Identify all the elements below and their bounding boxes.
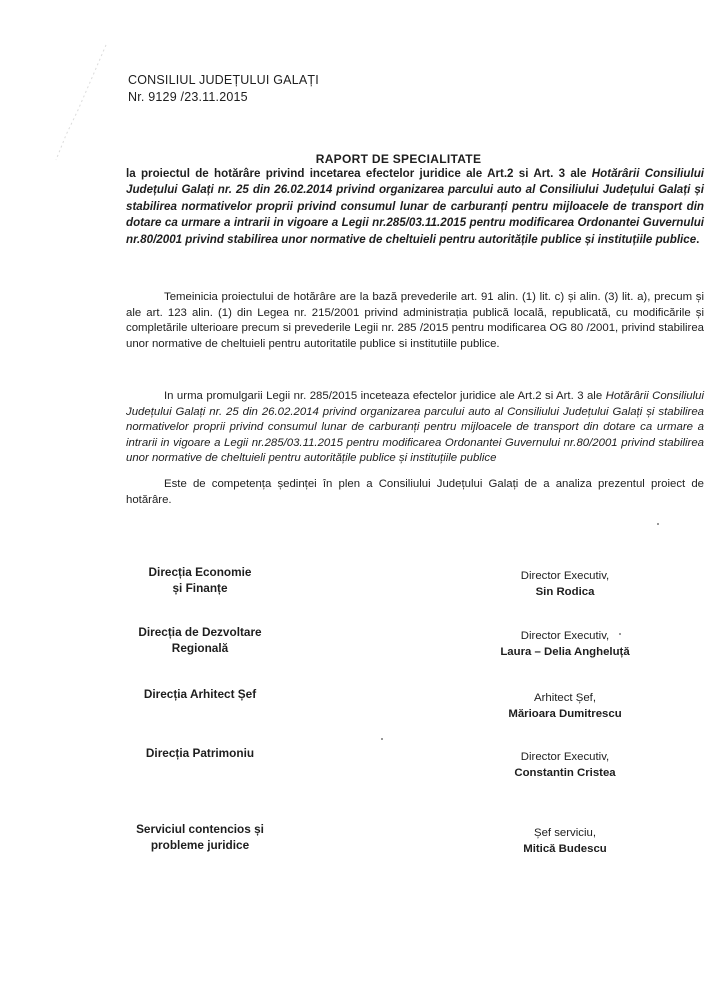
report-subject [126, 166, 704, 248]
scan-speck [381, 738, 383, 740]
paragraph-competence [126, 477, 704, 508]
department-line: Direcția Patrimoniu [145, 746, 255, 760]
department-line: probleme juridice [150, 838, 250, 852]
scan-speck [619, 633, 621, 635]
department-line: Regională [171, 641, 229, 655]
document-header [128, 72, 319, 106]
signature-official-patrimoniu [490, 749, 640, 781]
official-role: Director Executiv, [520, 751, 610, 763]
scan-artifact-mark [36, 40, 116, 170]
signature-official-contencios [490, 825, 640, 857]
official-role: Director Executiv, [520, 630, 610, 642]
official-role: Director Executiv, [520, 570, 610, 582]
official-name: Constantin Cristea [514, 767, 616, 779]
registration-number: Nr. 9129 /23.11.2015 [128, 90, 248, 104]
signature-official-dezvoltare [490, 628, 640, 660]
official-name: Mitică Budescu [523, 843, 607, 855]
signature-official-economie [490, 568, 640, 600]
official-role: Șef serviciu, [533, 827, 597, 839]
signature-department-arhitect [110, 686, 290, 702]
signature-department-dezvoltare [110, 624, 290, 656]
paragraph-termination-intro: In urma promulgarii Legii nr. 285/2015 inceteaza efectelor juridice ale Art.2 si Art. 3 ale [164, 390, 606, 402]
official-name: Mărioara Dumitrescu [508, 708, 622, 720]
paragraph-termination [126, 389, 704, 467]
council-name: CONSILIUL JUDEȚULUI GALAȚI [128, 73, 319, 87]
scan-speck [657, 523, 659, 525]
report-title: RAPORT DE SPECIALITATE [315, 152, 482, 166]
department-line: Direcția de Dezvoltare [138, 625, 262, 639]
signature-department-economie [110, 564, 290, 596]
paragraph-competence-text: Este de competența ședinței în plen a Consiliului Județului Galați de a analiza prezentul proiect de hotărâre. [126, 478, 704, 506]
official-name: Sin Rodica [535, 586, 595, 598]
official-role: Arhitect Șef, [533, 692, 597, 704]
signature-department-patrimoniu [110, 745, 290, 761]
signature-department-contencios [110, 821, 290, 853]
subject-intro: la proiectul de hotărâre privind incetarea efectelor juridice ale Art.2 si Art. 3 ale [126, 167, 592, 180]
paragraph-legal-basis-text: Temeinicia proiectului de hotărâre are la bază prevederile art. 91 alin. (1) lit. c) și alin. (3) lit. a), precum și ale art. 123 alin. (1) din Legea nr. 215/2001 privind administrația publică locală, republicată, cu modificările și completările ulterioare precum si prevederile Legii nr. 285 /2015 pentru modificarea OG 80 /2001, privind stabilirea unor normative de cheltuieli pentru autoritatile publice si institutiile publice. [126, 291, 704, 350]
official-name: Laura – Delia Angheluță [500, 646, 630, 658]
department-line: Direcția Arhitect Șef [143, 687, 257, 701]
subject-decision-reference: Hotărârii Consiliului Județului Galați nr. 25 din 26.02.2014 privind organizarea parcului auto al Consiliului Județului Galați și stabilirea normativelor proprii privind consumul lunar de carburanți pentru mijloacele de transport din dotare ca urmare a intrarii in vigoare a Legii nr.285/03.11.2015 pentru modificarea Ordonantei Guvernului nr.80/2001 privind stabilirea unor normative de cheltuieli pentru autoritățile publice și instituțiile publice [126, 167, 704, 246]
paragraph-termination-reference: Hotărârii Consiliului Județului Galați nr. 25 din 26.02.2014 privind organizarea parcului auto al Consiliului Județului Galați și stabilirea normativelor proprii privind consumul lunar de carburanți pentru mijloacele de transport din dotare ca urmare a intrarii in vigoare a Legii nr.285/03.11.2015 pentru modificarea Ordonantei Guvernului nr.80/2001 privind stabilirea unor normative de cheltuieli pentru autoritățile publice și instituțiile publice [126, 390, 705, 464]
department-line: Direcția Economie [148, 565, 252, 579]
signature-official-arhitect [490, 690, 640, 722]
department-line: Serviciul contencios și [136, 822, 264, 836]
paragraph-legal-basis [126, 290, 704, 352]
department-line: și Finanțe [172, 581, 228, 595]
subject-end: . [696, 232, 700, 246]
